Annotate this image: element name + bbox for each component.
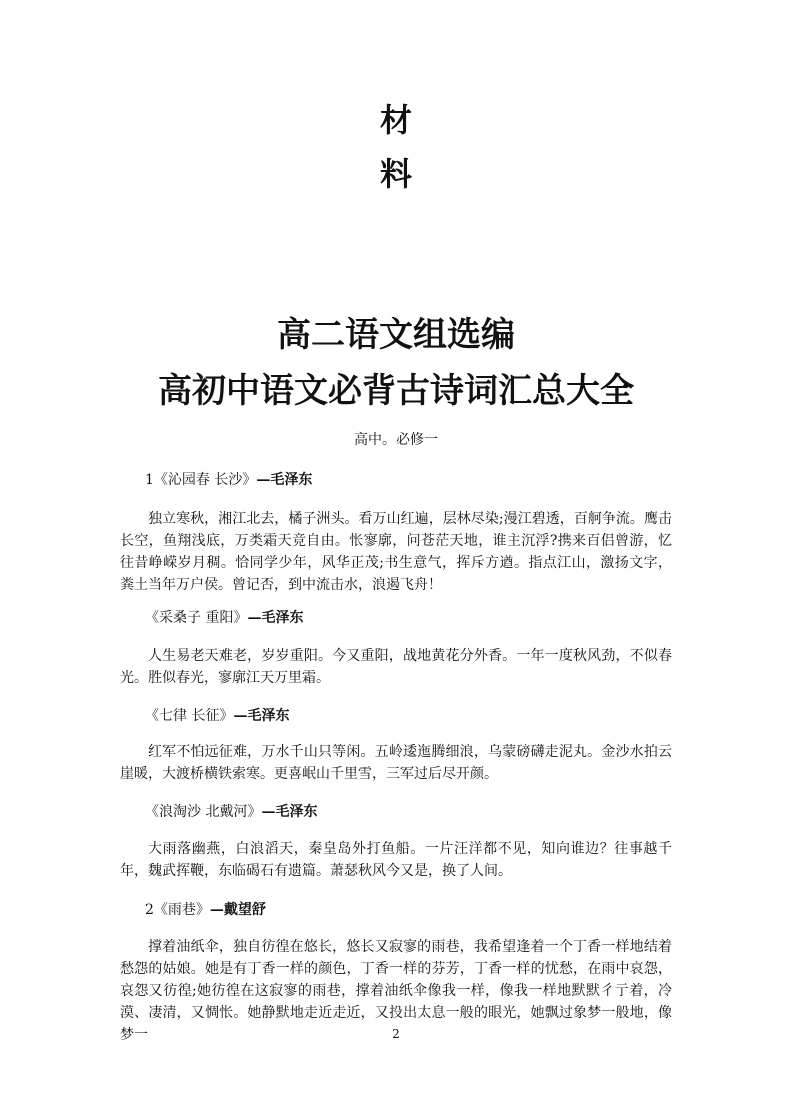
poem-title: 《采桑子 重阳》 [145, 610, 248, 626]
section-heading [145, 608, 303, 628]
poem-author: —毛泽东 [256, 472, 313, 488]
section-heading [145, 470, 312, 490]
poem-title: 1《沁园春 长沙》 [145, 472, 257, 488]
subtitle: 高中。必修一 [354, 432, 438, 448]
poem-title: 2《雨巷》 [145, 902, 210, 918]
poem-text: 人生易老天难老，岁岁重阳。今又重阳，战地黄花分外香。一年一度秋风劲，不似春光。胜似春光，寥廓江天万里霜。 [120, 648, 672, 686]
cover-char-2: 料 [379, 155, 412, 193]
poem-text: 独立寒秋，湘江北去，橘子洲头。看万山红遍，层林尽染;漫江碧透，百舸争流。鹰击长空，鱼翔浅底，万类霜天竞自由。怅寥廓，问苍茫天地，谁主沉浮?携来百侣曾游，忆往昔峥嵘岁月稠。恰同学少年，风华正茂;书生意气，挥斥方遒。指点江山，激扬文字， 粪土当年万户侯。曾记否，到中流击水，浪遏飞舟！ [120, 511, 672, 593]
poem-title: 《浪淘沙 北戴河》 [145, 804, 262, 820]
poem-author: —毛泽东 [233, 708, 290, 724]
cover-char-1: 材 [379, 101, 412, 139]
poem-author: —毛泽东 [261, 804, 318, 820]
poem-author: —毛泽东 [247, 610, 304, 626]
poem-text: 大雨落幽燕，白浪滔天，秦皇岛外打鱼船。一片汪洋都不见，知向谁边？往事越千年，魏武挥鞭，东临碣石有遗篇。萧瑟秋风今又是，换了人间。 [120, 841, 672, 879]
poem-text: 红军不怕远征难，万水千山只等闲。五岭逶迤腾细浪，乌蒙磅礴走泥丸。金沙水拍云崖暖，大渡桥横铁索寒。更喜岷山千里雪，三军过后尽开颜。 [120, 744, 672, 782]
title-line-2: 高初中语文必背古诗词汇总大全 [158, 371, 634, 411]
poem-author: —戴望舒 [209, 902, 266, 918]
title-line-1: 高二语文组选编 [277, 315, 515, 355]
section-heading [145, 706, 289, 726]
section-heading [145, 900, 266, 920]
poem-text: 撑着油纸伞，独自彷徨在悠长，悠长又寂寥的雨巷，我希望逢着一个丁香一样地结着愁怨的姑娘。她是有丁香一样的颜色，丁香一样的芬芳，丁香一样的忧愁，在雨中哀怨，哀怨又彷徨;她彷徨在这寂寥的雨巷，撑着油纸伞像我一样，像我一样地默默彳亍着，冷漠、凄清，又惆怅。她静默地走近走近，又投出太息一般的眼光，她飘过象梦一般地，像梦一 [120, 939, 672, 1043]
section-heading [145, 802, 317, 822]
page-number: 2 [392, 1027, 400, 1041]
poem-title: 《七律 长征》 [145, 708, 234, 724]
